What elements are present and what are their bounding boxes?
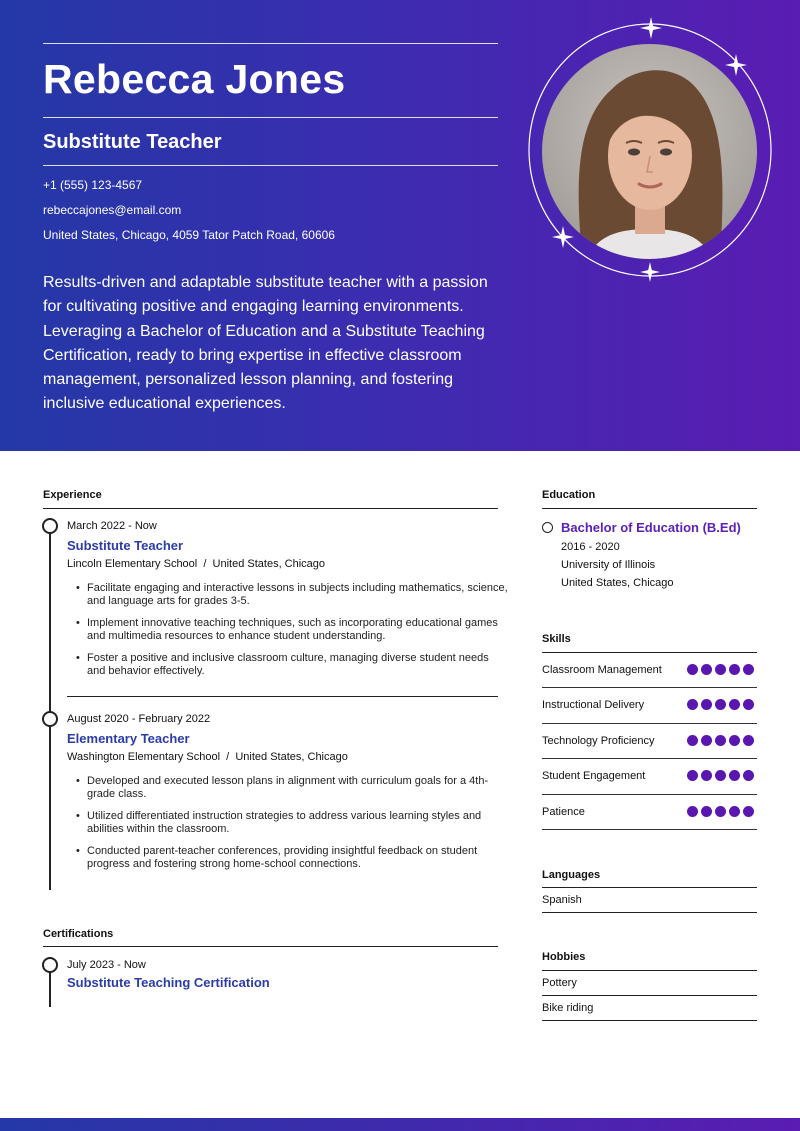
hobby-item: Pottery [542, 977, 577, 989]
divider [542, 829, 757, 830]
rating-dot [743, 699, 754, 710]
skill-rating [687, 770, 754, 781]
divider [542, 652, 757, 653]
job-title: Elementary Teacher [67, 731, 190, 746]
divider [542, 508, 757, 509]
address: United States, Chicago, 4059 Tator Patch Road, 60606 [43, 228, 335, 242]
hobby-item: Bike riding [542, 1002, 594, 1014]
divider [542, 995, 757, 996]
rating-dot [701, 770, 712, 781]
sparkle-icon [552, 226, 574, 248]
job-title: Substitute Teacher [67, 538, 184, 553]
phone: +1 (555) 123-4567 [43, 178, 143, 192]
divider [43, 117, 498, 118]
divider [542, 1020, 757, 1021]
sparkle-icon [640, 262, 660, 282]
skill-label: Instructional Delivery [542, 699, 645, 711]
timeline-line [49, 526, 51, 890]
job-bullet: • Facilitate engaging and interactive lessons in subjects including mathematics, science, and language arts for grades 3-5. [76, 582, 510, 608]
divider [542, 794, 757, 795]
rating-dot [687, 699, 698, 710]
rating-dot [743, 806, 754, 817]
skill-label: Patience [542, 806, 585, 818]
skill-label: Technology Proficiency [542, 735, 655, 747]
divider [43, 165, 498, 166]
education-degree: Bachelor of Education (B.Ed) [561, 520, 741, 535]
sparkle-icon [640, 17, 662, 39]
rating-dot [701, 735, 712, 746]
job-bullet: • Developed and executed lesson plans in alignment with curriculum goals for a 4th-grade class. [76, 775, 510, 801]
education-location: United States, Chicago [561, 577, 674, 589]
candidate-title: Substitute Teacher [43, 131, 222, 153]
job-company-line: Lincoln Elementary School / United States, Chicago [67, 558, 326, 570]
divider [43, 508, 498, 509]
job-company-line: Washington Elementary School / United States, Chicago [67, 751, 348, 763]
divider [542, 687, 757, 688]
job-bullets [76, 582, 510, 678]
sparkle-icon [725, 54, 747, 76]
rating-dot [701, 699, 712, 710]
timeline-marker [42, 518, 58, 534]
rating-dot [743, 664, 754, 675]
divider [43, 43, 498, 44]
divider [542, 912, 757, 913]
cert-title: Substitute Teaching Certification [67, 975, 270, 990]
divider [542, 758, 757, 759]
job-dates: August 2020 - February 2022 [67, 713, 211, 725]
rating-dot [729, 699, 740, 710]
job-location: United States, Chicago [212, 558, 326, 570]
rating-dot [743, 770, 754, 781]
divider [542, 887, 757, 888]
rating-dot [715, 664, 726, 675]
job-location: United States, Chicago [235, 751, 348, 763]
profile-photo [542, 44, 757, 259]
cert-dates: July 2023 - Now [67, 959, 146, 971]
hobbies-heading: Hobbies [542, 951, 586, 963]
divider [542, 970, 757, 971]
skill-label: Classroom Management [542, 664, 662, 676]
email: rebeccajones@email.com [43, 203, 182, 217]
job-bullet: • Implement innovative teaching techniques, such as incorporating educational games and multimedia resources to enhance student understanding. [76, 617, 510, 643]
education-years: 2016 - 2020 [561, 541, 620, 553]
job-bullet: • Conducted parent-teacher conferences, providing insightful feedback on student progress and fostering strong home-school connections. [76, 845, 510, 871]
certifications-heading: Certifications [43, 928, 114, 940]
header-banner [0, 0, 800, 451]
job-bullet: • Utilized differentiated instruction strategies to address various learning styles and abilities within the classroom. [76, 810, 510, 836]
rating-dot [729, 770, 740, 781]
profile-summary: Results-driven and adaptable substitute teacher with a passion for cultivating positive and engaging learning environments. Leveraging a Bachelor of Education and a Substitute Teaching Certification, ready to bring expertise in effective classroom management, personalized lesson planning, and fostering inclusive educational experiences. [43, 274, 488, 413]
divider [43, 946, 498, 947]
rating-dot [743, 735, 754, 746]
experience-heading: Experience [43, 489, 102, 501]
rating-dot [687, 770, 698, 781]
rating-dot [687, 735, 698, 746]
job-company: Lincoln Elementary School [67, 558, 198, 570]
skill-rating [687, 735, 754, 746]
education-marker [542, 522, 553, 533]
job-company: Washington Elementary School [67, 751, 221, 763]
rating-dot [715, 735, 726, 746]
skill-rating [687, 806, 754, 817]
rating-dot [687, 664, 698, 675]
rating-dot [701, 806, 712, 817]
rating-dot [715, 806, 726, 817]
job-dates: March 2022 - Now [67, 520, 157, 532]
rating-dot [729, 806, 740, 817]
education-heading: Education [542, 489, 596, 501]
skills-heading: Skills [542, 633, 571, 645]
education-school: University of Illinois [561, 559, 656, 571]
timeline-marker [42, 957, 58, 973]
job-bullets [76, 775, 510, 871]
footer-bar [0, 1118, 800, 1131]
rating-dot [701, 664, 712, 675]
job-bullet: • Foster a positive and inclusive classroom culture, managing diverse student needs and behavior effectively. [76, 652, 510, 678]
candidate-name: Rebecca Jones [43, 56, 346, 102]
skill-rating [687, 699, 754, 710]
rating-dot [715, 770, 726, 781]
skill-label: Student Engagement [542, 770, 646, 782]
rating-dot [715, 699, 726, 710]
divider [67, 696, 498, 697]
rating-dot [687, 806, 698, 817]
skill-rating [687, 664, 754, 675]
rating-dot [729, 735, 740, 746]
divider [542, 723, 757, 724]
languages-heading: Languages [542, 869, 601, 881]
rating-dot [729, 664, 740, 675]
timeline-marker [42, 711, 58, 727]
language-item: Spanish [542, 894, 582, 906]
